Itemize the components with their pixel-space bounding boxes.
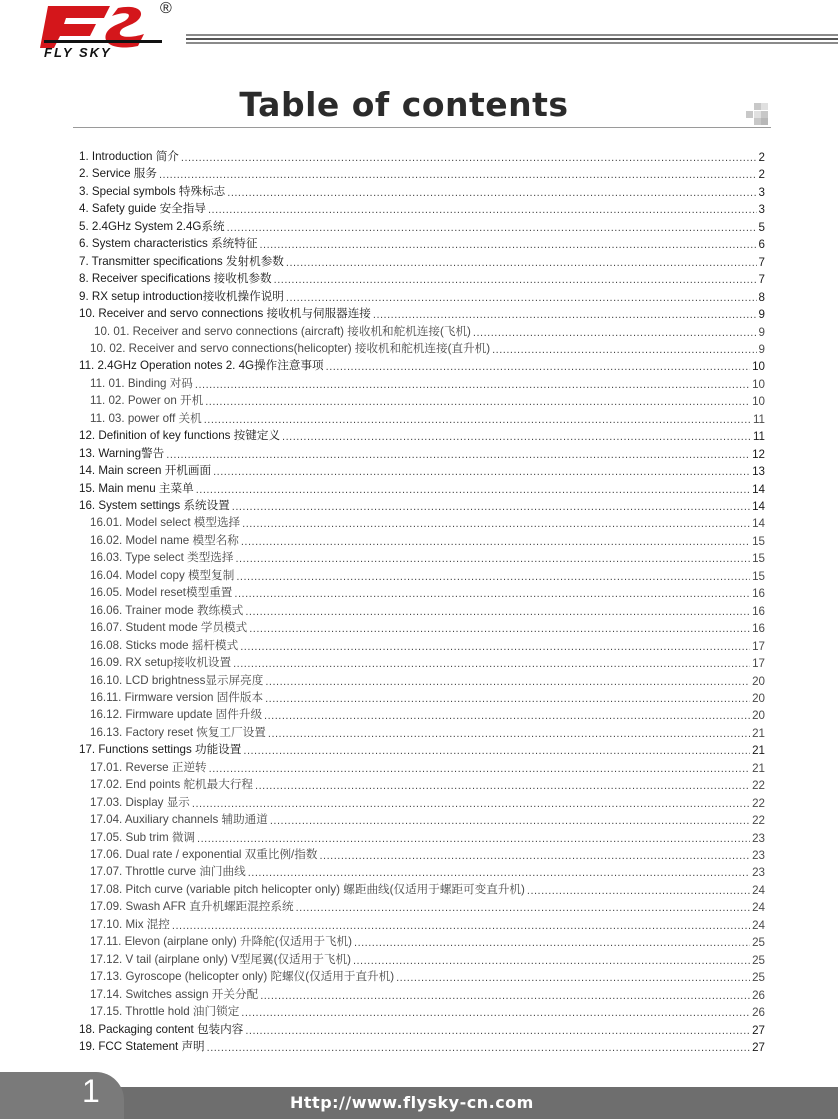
logo-wordmark: FLY SKY xyxy=(44,45,112,60)
toc-entry-page: 20 xyxy=(752,675,765,688)
toc-entry-label: 17.05. Sub trim 微调 xyxy=(90,831,196,844)
decorative-squares-icon xyxy=(746,103,768,125)
toc-entry-page: 8 xyxy=(758,291,765,304)
toc-leader-dots xyxy=(235,553,750,565)
toc-leader-dots xyxy=(181,152,757,164)
toc-entry-page: 24 xyxy=(752,884,765,897)
toc-leader-dots xyxy=(166,449,750,461)
toc-entry-page: 22 xyxy=(752,814,765,827)
toc-leader-dots xyxy=(282,431,751,443)
toc-entry-page: 2 xyxy=(758,151,765,164)
toc-entry-label: 16.10. LCD brightness显示屏亮度 xyxy=(90,674,264,687)
toc-entry[interactable] xyxy=(90,862,765,879)
toc-entry[interactable] xyxy=(90,339,765,356)
toc-leader-dots xyxy=(172,920,750,932)
toc-entry-label: 17.08. Pitch curve (variable pitch helicopter only) 螺距曲线(仅适用于螺距可变直升机) xyxy=(90,883,525,896)
toc-leader-dots xyxy=(232,501,750,513)
toc-entry-label: 7. Transmitter specifications 发射机参数 xyxy=(79,255,284,268)
toc-entry[interactable] xyxy=(90,391,765,408)
toc-entry-page: 16 xyxy=(752,587,765,600)
toc-entry[interactable] xyxy=(90,688,765,705)
toc-entry-page: 25 xyxy=(752,954,765,967)
toc-entry-label: 16.02. Model name 模型名称 xyxy=(90,534,239,547)
toc-leader-dots xyxy=(353,955,750,967)
toc-entry[interactable] xyxy=(90,636,765,653)
toc-entry-label: 17.15. Throttle hold 油门锁定 xyxy=(90,1005,240,1018)
toc-leader-dots xyxy=(270,815,750,827)
toc-entry-label: 11. 01. Binding 对码 xyxy=(90,377,193,390)
toc-leader-dots xyxy=(205,396,750,408)
toc-leader-dots xyxy=(396,972,750,984)
toc-entry-page: 14 xyxy=(752,500,765,513)
toc-entry[interactable] xyxy=(90,1002,765,1019)
toc-entry-page: 26 xyxy=(752,989,765,1002)
title-divider xyxy=(73,127,771,128)
toc-entry-label: 16.04. Model copy 模型复制 xyxy=(90,569,235,582)
toc-entry-label: 16.11. Firmware version 固件版本 xyxy=(90,691,264,704)
toc-leader-dots xyxy=(264,710,750,722)
toc-entry-label: 10. Receiver and servo connections 接收机与伺服器连接 xyxy=(79,307,371,320)
toc-entry[interactable] xyxy=(90,618,765,635)
toc-entry[interactable] xyxy=(79,147,765,164)
toc-entry-page: 3 xyxy=(758,186,765,199)
toc-leader-dots xyxy=(236,571,750,583)
toc-entry-page: 2 xyxy=(758,168,765,181)
toc-entry-label: 17.11. Elevon (airplane only) 升降舵(仅适用于飞机) xyxy=(90,935,353,948)
toc-entry[interactable] xyxy=(79,164,765,181)
toc-leader-dots xyxy=(255,780,750,792)
toc-entry-label: 11. 02. Power on 开机 xyxy=(90,394,204,407)
toc-entry-page: 9 xyxy=(758,308,765,321)
toc-entry-page: 22 xyxy=(752,779,765,792)
toc-entry-page: 3 xyxy=(758,203,765,216)
toc-leader-dots xyxy=(354,937,750,949)
toc-entry-page: 13 xyxy=(752,465,765,478)
toc-entry[interactable] xyxy=(90,409,765,426)
toc-entry[interactable] xyxy=(90,828,765,845)
toc-entry-page: 16 xyxy=(752,605,765,618)
toc-leader-dots xyxy=(204,414,751,426)
toc-leader-dots xyxy=(197,833,750,845)
toc-entry-label: 18. Packaging content 包装内容 xyxy=(79,1023,244,1036)
footer-page-tab xyxy=(0,1072,124,1119)
toc-entry[interactable] xyxy=(90,950,765,967)
toc-entry-page: 24 xyxy=(752,919,765,932)
toc-entry[interactable] xyxy=(79,234,765,251)
toc-entry[interactable] xyxy=(94,322,765,339)
toc-entry-label: 17.09. Swash AFR 直升机螺距混控系统 xyxy=(90,900,294,913)
toc-leader-dots xyxy=(249,623,750,635)
toc-entry[interactable] xyxy=(90,548,765,565)
toc-entry[interactable] xyxy=(79,269,765,286)
toc-entry-page: 27 xyxy=(752,1041,765,1054)
toc-leader-dots xyxy=(227,187,756,199)
toc-entry-page: 22 xyxy=(752,797,765,810)
toc-leader-dots xyxy=(208,204,757,216)
toc-entry-label: 14. Main screen 开机画面 xyxy=(79,464,212,477)
toc-entry-page: 21 xyxy=(752,744,765,757)
header-rule xyxy=(186,34,838,48)
toc-leader-dots xyxy=(326,361,750,373)
toc-leader-dots xyxy=(248,867,750,879)
toc-entry-label: 13. Warning警告 xyxy=(79,447,165,460)
toc-entry-label: 6. System characteristics 系统特征 xyxy=(79,237,258,250)
toc-leader-dots xyxy=(209,763,750,775)
toc-entry[interactable] xyxy=(90,932,765,949)
registered-mark: ® xyxy=(160,0,172,17)
toc-entry[interactable] xyxy=(90,705,765,722)
toc-entry-label: 16. System settings 系统设置 xyxy=(79,499,230,512)
toc-entry[interactable] xyxy=(90,775,765,792)
toc-leader-dots xyxy=(207,1042,750,1054)
toc-leader-dots xyxy=(319,850,750,862)
toc-entry[interactable] xyxy=(90,897,765,914)
toc-entry-label: 17. Functions settings 功能设置 xyxy=(79,743,242,756)
toc-entry[interactable] xyxy=(90,531,765,548)
toc-entry[interactable] xyxy=(90,967,765,984)
toc-leader-dots xyxy=(286,292,757,304)
toc-entry-page: 6 xyxy=(758,238,765,251)
toc-entry-label: 2. Service 服务 xyxy=(79,167,157,180)
toc-entry[interactable] xyxy=(90,583,765,600)
toc-entry-label: 4. Safety guide 安全指导 xyxy=(79,202,206,215)
toc-entry-page: 20 xyxy=(752,709,765,722)
toc-entry[interactable] xyxy=(90,915,765,932)
toc-entry-label: 17.02. End points 舵机最大行程 xyxy=(90,778,254,791)
toc-entry[interactable] xyxy=(79,461,765,478)
toc-entry-page: 21 xyxy=(752,727,765,740)
toc-entry-page: 21 xyxy=(752,762,765,775)
toc-entry-page: 10 xyxy=(752,378,765,391)
toc-entry-label: 17.03. Display 显示 xyxy=(90,796,190,809)
toc-leader-dots xyxy=(213,466,750,478)
toc-entry-page: 20 xyxy=(752,692,765,705)
toc-entry[interactable] xyxy=(90,810,765,827)
toc-entry[interactable] xyxy=(79,496,765,513)
toc-entry-page: 11 xyxy=(752,430,765,443)
toc-entry-page: 23 xyxy=(752,849,765,862)
toc-leader-dots xyxy=(192,798,750,810)
toc-entry-page: 27 xyxy=(752,1024,765,1037)
toc-entry-page: 26 xyxy=(752,1006,765,1019)
toc-entry-label: 17.04. Auxiliary channels 辅助通道 xyxy=(90,813,268,826)
toc-entry-label: 17.14. Switches assign 开关分配 xyxy=(90,988,259,1001)
toc-entry-page: 23 xyxy=(752,866,765,879)
toc-leader-dots xyxy=(527,885,750,897)
toc-entry-page: 11 xyxy=(752,413,765,426)
toc-entry-label: 8. Receiver specifications 接收机参数 xyxy=(79,272,272,285)
toc-entry-page: 15 xyxy=(752,570,765,583)
toc-leader-dots xyxy=(241,536,750,548)
toc-entry-page: 5 xyxy=(758,221,765,234)
page-title: Table of contents xyxy=(239,85,569,124)
toc-leader-dots xyxy=(296,902,751,914)
toc-entry-label: 3. Special symbols 特殊标志 xyxy=(79,185,226,198)
toc-entry[interactable] xyxy=(79,479,765,496)
toc-leader-dots xyxy=(268,728,750,740)
toc-leader-dots xyxy=(227,222,757,234)
toc-entry-label: 17.01. Reverse 正逆转 xyxy=(90,761,207,774)
toc-entry[interactable] xyxy=(90,723,765,740)
page-number: 1 xyxy=(82,1073,100,1109)
toc-entry-label: 19. FCC Statement 声明 xyxy=(79,1040,205,1053)
toc-leader-dots xyxy=(159,169,757,181)
toc-entry[interactable] xyxy=(79,444,765,461)
toc-leader-dots xyxy=(240,641,750,653)
toc-entry-label: 16.05. Model reset模型重置 xyxy=(90,586,233,599)
toc-entry-label: 16.13. Factory reset 恢复工厂设置 xyxy=(90,726,266,739)
toc-entry[interactable] xyxy=(90,985,765,1002)
toc-entry[interactable] xyxy=(79,1020,765,1037)
toc-entry-label: 15. Main menu 主菜单 xyxy=(79,482,194,495)
toc-entry[interactable] xyxy=(90,845,765,862)
toc-entry[interactable] xyxy=(90,566,765,583)
toc-entry[interactable] xyxy=(79,287,765,304)
toc-leader-dots xyxy=(196,484,750,496)
toc-entry-label: 16.12. Firmware update 固件升级 xyxy=(90,708,263,721)
toc-entry-label: 11. 2.4GHz Operation notes 2. 4G操作注意事项 xyxy=(79,359,324,372)
toc-entry[interactable] xyxy=(90,758,765,775)
toc-leader-dots xyxy=(473,327,757,339)
toc-entry[interactable] xyxy=(79,217,765,234)
toc-leader-dots xyxy=(373,309,757,321)
toc-leader-dots xyxy=(259,239,756,251)
toc-entry[interactable] xyxy=(79,182,765,199)
toc-leader-dots xyxy=(265,676,750,688)
toc-entry[interactable] xyxy=(90,671,765,688)
toc-leader-dots xyxy=(195,379,750,391)
toc-entry[interactable] xyxy=(79,1037,765,1054)
toc-entry-label: 17.12. V tail (airplane only) V型尾翼(仅适用于飞机) xyxy=(90,953,351,966)
toc-entry-label: 9. RX setup introduction接收机操作说明 xyxy=(79,290,284,303)
toc-entry-page: 23 xyxy=(752,832,765,845)
toc-entry-label: 16.06. Trainer mode 教练模式 xyxy=(90,604,244,617)
toc-entry[interactable] xyxy=(90,653,765,670)
toc-entry-label: 16.01. Model select 模型选择 xyxy=(90,516,241,529)
toc-leader-dots xyxy=(243,745,750,757)
toc-leader-dots xyxy=(245,1025,750,1037)
toc-entry-page: 16 xyxy=(752,622,765,635)
toc-entry[interactable] xyxy=(90,601,765,618)
toc-leader-dots xyxy=(260,990,750,1002)
toc-entry-label: 5. 2.4GHz System 2.4G系统 xyxy=(79,220,225,233)
toc-entry[interactable] xyxy=(90,374,765,391)
toc-entry-page: 10 xyxy=(752,395,765,408)
toc-entry-label: 16.09. RX setup接收机设置 xyxy=(90,656,232,669)
toc-entry-label: 17.10. Mix 混控 xyxy=(90,918,170,931)
toc-entry-label: 17.07. Throttle curve 油门曲线 xyxy=(90,865,246,878)
toc-entry-label: 16.07. Student mode 学员模式 xyxy=(90,621,248,634)
toc-leader-dots xyxy=(265,693,750,705)
toc-entry-label: 16.08. Sticks mode 摇杆模式 xyxy=(90,639,239,652)
toc-leader-dots xyxy=(245,606,750,618)
toc-entry-page: 9 xyxy=(758,343,765,356)
toc-leader-dots xyxy=(286,257,757,269)
toc-entry-page: 9 xyxy=(758,326,765,339)
toc-entry-page: 12 xyxy=(752,448,765,461)
toc-entry-page: 25 xyxy=(752,936,765,949)
toc-leader-dots xyxy=(234,588,750,600)
toc-entry-label: 17.06. Dual rate / exponential 双重比例/指数 xyxy=(90,848,318,861)
toc-entry-label: 10. 01. Receiver and servo connections (aircraft) 接收机和舵机连接(飞机) xyxy=(94,325,471,338)
toc-leader-dots xyxy=(233,658,750,670)
toc-entry-label: 10. 02. Receiver and servo connections(helicopter) 接收机和舵机连接(直升机) xyxy=(90,342,491,355)
toc-entry[interactable] xyxy=(79,199,765,216)
toc-entry[interactable] xyxy=(90,513,765,530)
toc-entry-page: 7 xyxy=(758,256,765,269)
toc-leader-dots xyxy=(242,518,750,530)
toc-entry[interactable] xyxy=(90,793,765,810)
toc-entry-page: 10 xyxy=(752,360,765,373)
toc-entry-page: 14 xyxy=(752,483,765,496)
toc-leader-dots xyxy=(241,1007,750,1019)
toc-entry-label: 17.13. Gyroscope (helicopter only) 陀螺仪(仅适用于直升机) xyxy=(90,970,395,983)
toc-entry-page: 15 xyxy=(752,535,765,548)
toc-entry-label: 12. Definition of key functions 按键定义 xyxy=(79,429,281,442)
toc-entry-page: 17 xyxy=(752,640,765,653)
toc-entry-page: 17 xyxy=(752,657,765,670)
toc-entry[interactable] xyxy=(79,426,765,443)
toc-entry-label: 1. Introduction 简介 xyxy=(79,150,179,163)
toc-entry[interactable] xyxy=(79,740,765,757)
toc-entry[interactable] xyxy=(79,304,765,321)
toc-entry-page: 7 xyxy=(758,273,765,286)
toc-entry[interactable] xyxy=(79,356,765,373)
footer-url: Http://www.flysky-cn.com xyxy=(290,1093,534,1112)
toc-leader-dots xyxy=(492,344,756,356)
toc-entry[interactable] xyxy=(90,880,765,897)
toc-entry[interactable] xyxy=(79,252,765,269)
toc-entry-page: 25 xyxy=(752,971,765,984)
toc-leader-dots xyxy=(274,274,757,286)
toc-entry-page: 14 xyxy=(752,517,765,530)
toc-entry-label: 16.03. Type select 类型选择 xyxy=(90,551,234,564)
toc-entry-page: 24 xyxy=(752,901,765,914)
toc-entry-label: 11. 03. power off 关机 xyxy=(90,412,202,425)
toc-entry-page: 15 xyxy=(752,552,765,565)
